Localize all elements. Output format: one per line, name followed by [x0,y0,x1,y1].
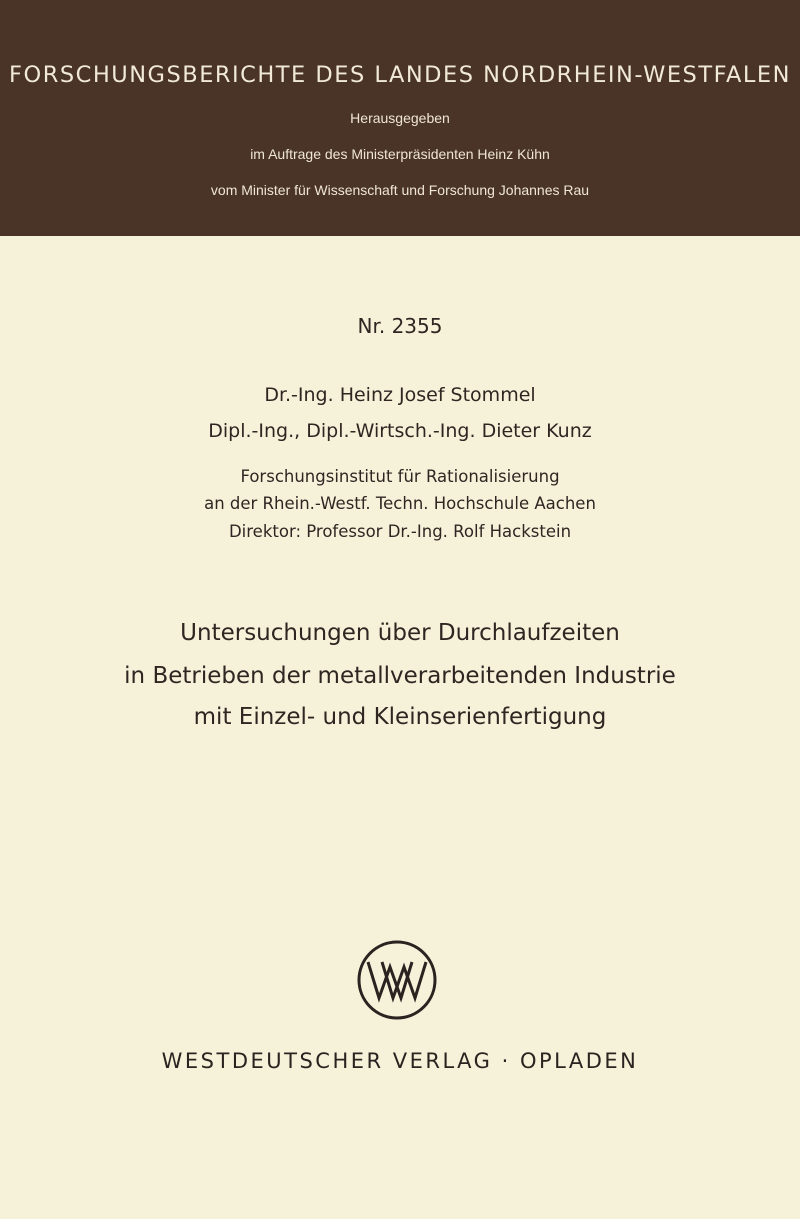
report-number: Nr. 2355 [357,314,443,338]
institute-name: Forschungsinstitut für Rationalisierung [240,467,560,486]
author-primary: Dr.-Ing. Heinz Josef Stommel [264,384,536,406]
editor-line-published: Herausgegeben [350,110,450,126]
report-title-line-3: mit Einzel- und Kleinserienfertigung [193,704,607,730]
publisher-ww-logo-icon [355,938,439,1022]
report-title-line-2: in Betrieben der metallverarbeitenden Industrie [124,663,676,689]
institute-director: Direktor: Professor Dr.-Ing. Rolf Hackstein [228,522,572,541]
series-title: FORSCHUNGSBERICHTE DES LANDES NORDRHEIN-WESTFALEN [9,62,791,88]
editor-line-commission: im Auftrage des Ministerpräsidenten Heinz Kühn [250,146,550,162]
editor-line-minister: vom Minister für Wissenschaft und Forschung Johannes Rau [210,182,590,198]
author-secondary: Dipl.-Ing., Dipl.-Wirtsch.-Ing. Dieter Kunz [208,420,592,442]
header-band [0,0,800,236]
report-title-line-1: Untersuchungen über Durchlaufzeiten [180,620,620,646]
institute-affiliation: an der Rhein.-Westf. Techn. Hochschule Aachen [204,494,596,513]
publisher-name: WESTDEUTSCHER VERLAG · OPLADEN [161,1049,639,1073]
